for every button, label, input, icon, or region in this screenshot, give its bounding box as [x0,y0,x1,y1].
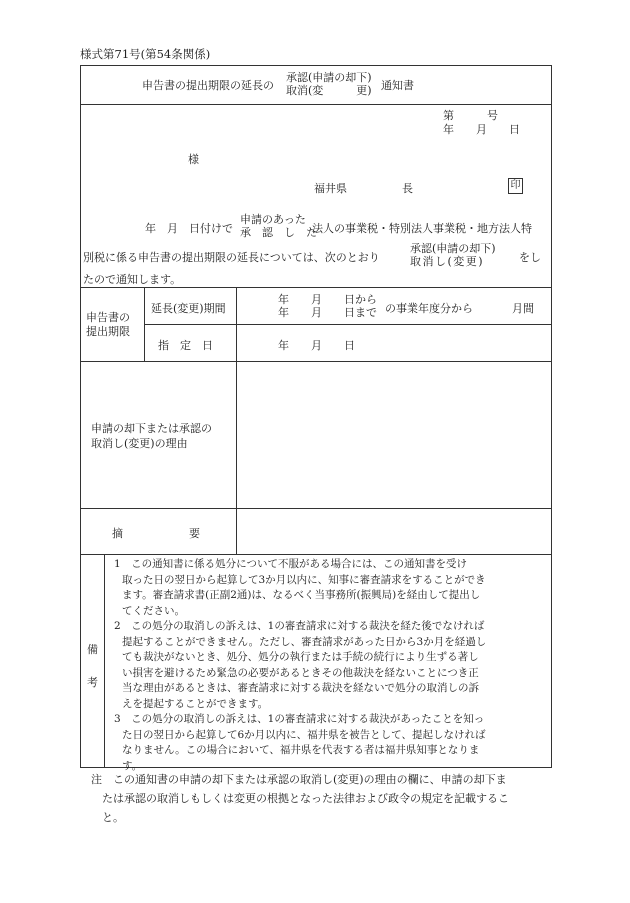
body-taxes-line: 法人の事業税・特別法人事業税・地方法人特 [312,222,532,235]
extension-period-dates: 年 月 日から 年 月 日まで [278,293,377,319]
extension-months: 月間 [512,302,534,315]
body-line3: たので通知します。 [83,273,182,286]
remarks-line: 提起することができません。ただし、審査請求があった日から3か月を経過し [122,635,487,648]
remarks-line: 3 この処分の取消しの訴えは、1の審査請求に対する裁決があったことを知っ [114,713,485,725]
summary-label: 摘 要 [112,527,200,540]
seal-mark: 印 [508,178,523,194]
remarks-line: なりません。この場合において、福井県を代表する者は福井県知事となりま [122,744,480,756]
extension-period-suffix: の事業年度分から [385,302,473,315]
addressee-suffix: 様 [188,153,199,166]
summary-value-field [238,511,550,552]
remarks-line: ても裁決がないとき、処分、処分の執行または手続の続行により生ずる著し [122,651,479,663]
remarks-line: た日の翌日から起算して6か月以内に、福井県を被告として、提起しなければ [122,728,486,741]
title-options [286,71,372,97]
remarks-label-2: 考 [87,676,98,689]
issue-date: 年 月 日 [443,123,520,136]
remarks-line: 2 この処分の取消しの訴えは、1の審査請求に対する裁決を経た後でなければ [114,620,485,632]
remarks-line: 1 この通知書に係る処分について不服がある場合には、この通知書を受け [114,558,467,570]
remarks-line: ます。審査請求書(正副2通)は、なるべく当事務所(振興局)を経由して提出し [122,589,481,601]
extension-period-label: 延長(変更)期間 [151,302,226,315]
body-date-prefix: 年 月 日付けで [145,222,233,235]
reason-value-field [238,364,550,506]
remarks-line: えを提起することができます。 [122,697,269,710]
title-option-cancel: 取消(変 更) [286,84,372,97]
title-prefix: 申告書の提出期限の延長の [142,79,274,92]
remarks-label-1: 備 [87,643,98,656]
reason-label: 申請の却下または承認の 取消し(変更)の理由 [91,422,212,450]
remarks-line: てください。 [122,604,185,617]
footnote-line-1: 注 この通知書の申請の却下または承認の取消し(変更)の理由の欄に、申請の却下ま [91,773,507,786]
footnote [91,770,509,827]
remarks-text [114,557,486,774]
remarks-line: 当な理由があるときは、審査請求に対する裁決を経ないで処分の取消しの訴 [122,682,479,694]
title-option-approval: 承認(申請の却下) [286,71,372,84]
document-number: 第 号 [443,109,498,122]
deadline-section-label: 申告書の 提出期限 [86,311,130,338]
designated-date-value: 年 月 日 [278,339,355,352]
body-choice-a: 申請のあった 承 認 し た [240,213,317,239]
footnote-line-3: と。 [102,811,124,824]
title-suffix: 通知書 [381,79,414,92]
designated-date-label: 指 定 日 [158,339,213,352]
body-line2-end: をし [519,251,541,264]
remarks-line: 取った日の翌日から起算して3か月以内に、知事に審査請求をすることができ [122,573,486,586]
form-label: 様式第71号(第54条関係) [80,47,211,61]
remarks-line: い損害を避けるため緊急の必要があるときその他裁決を経ないことにつき正 [122,666,479,679]
footnote-line-2: たは承認の取消しもしくは変更の根拠となった法律および政令の規定を記載するこ [102,792,509,805]
issuer-name: 福井県 長 [314,182,413,195]
remarks-line: す。 [122,759,143,772]
body-choice-b: 承認(申請の却下) 取消し(変更) [410,242,496,268]
body-line2-start: 別税に係る申告書の提出期限の延長については、次のとおり [83,251,380,264]
